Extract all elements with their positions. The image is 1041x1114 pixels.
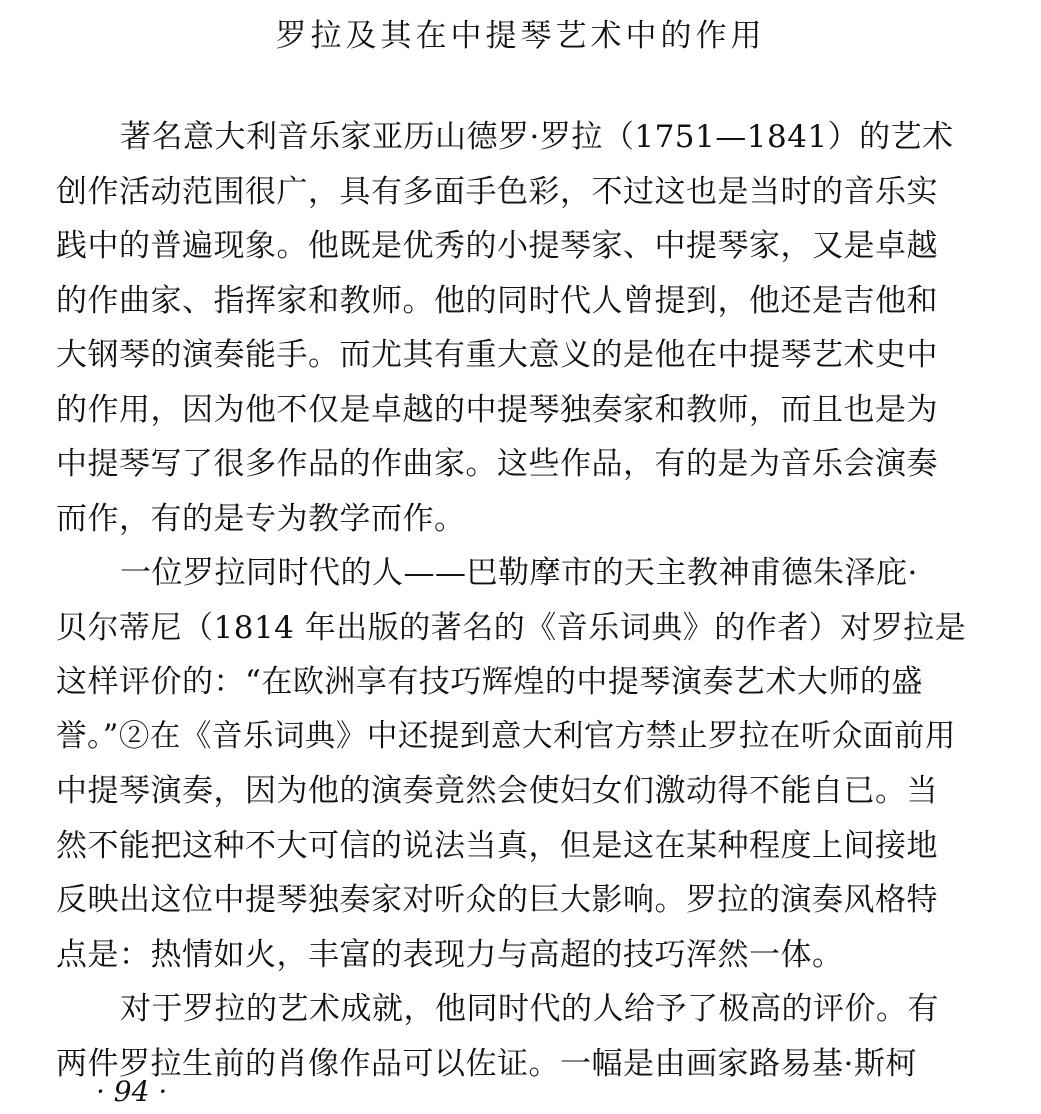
paragraph-2-line-6: 然不能把这种不大可信的说法当真，但是这在某种程度上间接地 xyxy=(56,827,938,864)
body-text xyxy=(56,110,968,1091)
paragraph-1-line-3: 践中的普遍现象。他既是优秀的小提琴家、中提琴家，又是卓越 xyxy=(56,228,938,264)
paragraph-2-line-2: 贝尔蒂尼（1814 年出版的著名的《音乐词典》的作者）对罗拉是 xyxy=(56,609,967,646)
paragraph-2-line-5: 中提琴演奏，因为他的演奏竟然会使妇女们激动得不能自已。当 xyxy=(56,773,938,809)
paragraph-2-line-1: 一位罗拉同时代的人——巴勒摩市的天主教神甫德朱泽庇· xyxy=(120,555,918,591)
paragraph-3-line-2: 两件罗拉生前的肖像作品可以佐证。一幅是由画家路易基·斯柯 xyxy=(56,1045,917,1082)
paragraph-1-line-2: 创作活动范围很广，具有多面手色彩，不过这也是当时的音乐实 xyxy=(56,173,938,210)
paragraph-1-line-1: 著名意大利音乐家亚历山德罗·罗拉（1751—1841）的艺术 xyxy=(120,119,954,155)
paragraph-3-line-1: 对于罗拉的艺术成就，他同时代的人给予了极高的评价。有 xyxy=(120,991,939,1027)
chapter-title: 罗拉及其在中提琴艺术中的作用 xyxy=(275,18,766,54)
paragraph-1-line-6: 的作用，因为他不仅是卓越的中提琴独奏家和教师，而且也是为 xyxy=(56,391,938,428)
paragraph-1-line-4: 的作曲家、指挥家和教师。他的同时代人曾提到，他还是吉他和 xyxy=(56,282,938,319)
paragraph-2-line-8: 点是：热情如火，丰富的表现力与高超的技巧浑然一体。 xyxy=(56,936,844,973)
paragraph-2-line-7: 反映出这位中提琴独奏家对听众的巨大影响。罗拉的演奏风格特 xyxy=(56,882,938,918)
paragraph-2-line-4: 誉。”②在《音乐词典》中还提到意大利官方禁止罗拉在听众面前用 xyxy=(56,718,956,754)
paragraph-1-line-5: 大钢琴的演奏能手。而尤其有重大意义的是他在中提琴艺术史中 xyxy=(56,337,938,373)
paragraph-1-line-7: 中提琴写了很多作品的作曲家。这些作品，有的是为音乐会演奏 xyxy=(56,446,938,482)
page-number: · 94 · xyxy=(96,1075,168,1108)
paragraph-1-line-8: 而作，有的是专为教学而作。 xyxy=(56,500,466,537)
paragraph-2-line-3: 这样评价的：“在欧洲享有技巧辉煌的中提琴演奏艺术大师的盛 xyxy=(56,664,923,700)
